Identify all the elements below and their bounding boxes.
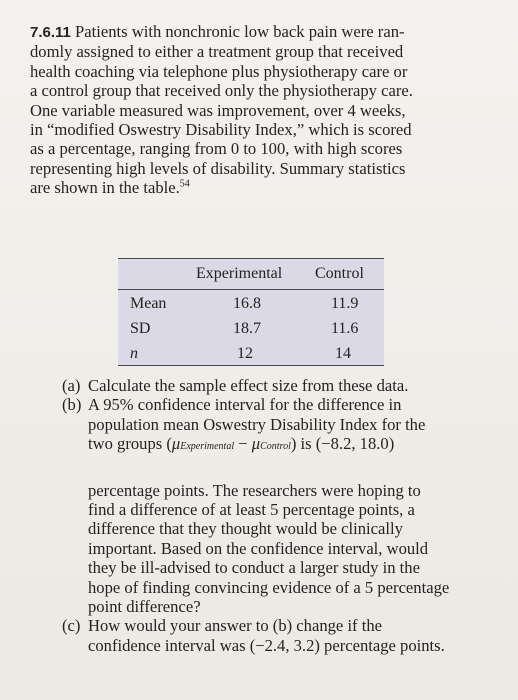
problem-line-7: as a percentage, ranging from 0 to 100, with high scores — [30, 139, 403, 159]
part-a-label: (a) — [62, 376, 81, 395]
cell-n-control: 14 — [335, 345, 351, 362]
mu-symbol: μ — [251, 434, 261, 454]
part-b-cont-7: point difference? — [88, 597, 201, 617]
part-b-cont-4: important. Based on the confidence interval, would — [88, 538, 429, 558]
subscript-experimental: Experimental — [180, 441, 235, 453]
part-b-line-2: population mean Oswestry Disability Index for the — [88, 414, 426, 434]
row-label-sd: SD — [130, 320, 151, 337]
part-b-cont-6: hope of finding convincing evidence of a 5 percentage — [88, 577, 450, 597]
subscript-control: Control — [260, 441, 291, 453]
problem-line-6: in “modified Oswestry Disability Index,” which is scored — [30, 120, 412, 140]
problem-line-4: a control group that received only the physiotherapy care. — [30, 81, 413, 101]
row-label-mean: Mean — [130, 295, 167, 312]
problem-statement — [30, 22, 470, 198]
part-b-cont-3: difference that they thought would be clinically — [88, 519, 403, 539]
part-a-text: Calculate the sample effect size from these data. — [88, 376, 409, 395]
problem-line-9: are shown in the table.$^{54}$ — [30, 178, 190, 198]
cell-n-experimental: 12 — [237, 345, 253, 362]
part-c-label: (c) — [62, 616, 81, 636]
problem-line-5: One variable measured was improvement, over 4 weeks, — [30, 100, 406, 120]
problem-number: 7.6.11 — [30, 24, 71, 41]
part-b-line-1: A 95% confidence interval for the difference in — [88, 395, 402, 415]
footnote-ref: 54 — [179, 178, 190, 190]
cell-sd-control: 11.6 — [331, 320, 359, 337]
part-b-cont-2: find a difference of at least 5 percentage points, a — [88, 500, 415, 520]
summary-table — [118, 258, 384, 366]
problem-line-8: representing high levels of disability. Summary statistics — [30, 158, 406, 178]
part-c-line-1: How would your answer to (b) change if the — [88, 616, 382, 636]
cell-mean-experimental: 16.8 — [233, 295, 261, 312]
mu-symbol: μ — [171, 434, 181, 454]
part-b-label: (b) — [62, 395, 82, 415]
part-a — [62, 376, 462, 395]
problem-line-1: 7.6.11 Patients with nonchronic low back pain were ran- — [30, 22, 405, 41]
part-c — [62, 616, 462, 655]
part-b-cont-1: percentage points. The researchers were hoping to — [88, 480, 421, 500]
part-b-cont-5: they be ill-advised to conduct a larger study in the — [88, 558, 420, 578]
problem-line-2: domly assigned to either a treatment group that received — [30, 42, 404, 62]
row-label-n: n — [130, 345, 138, 362]
header-control: Control — [315, 265, 364, 282]
part-b-line-3: two groups (μExperimental − μControl) is (−8.2, 18.0) — [88, 434, 395, 454]
part-b — [62, 395, 462, 616]
header-experimental: Experimental — [196, 265, 283, 282]
part-c-line-2: confidence interval was (−2.4, 3.2) percentage points. — [88, 635, 445, 655]
problem-line-3: health coaching via telephone plus physiotherapy care or — [30, 61, 408, 81]
cell-mean-control: 11.9 — [331, 295, 359, 312]
question-parts — [62, 376, 462, 655]
cell-sd-experimental: 18.7 — [233, 320, 261, 337]
